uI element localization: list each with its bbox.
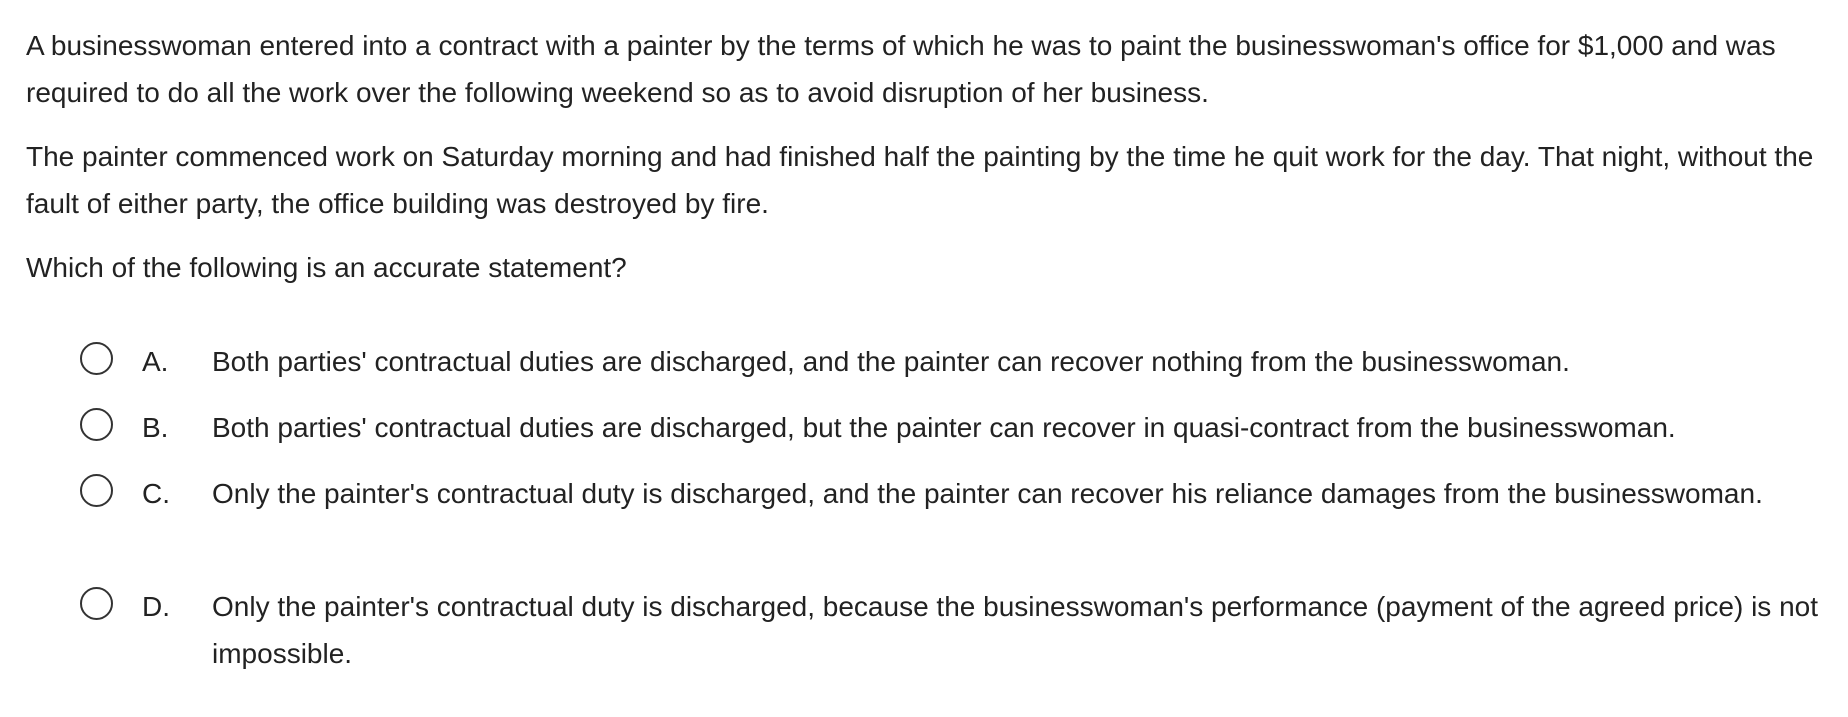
radio-button-a[interactable] — [80, 342, 113, 375]
question-paragraph: A businesswoman entered into a contract with a painter by the terms of which he was to paint the businesswoman's office for $1,000 and was required to do all the work over the following weekend so as to avoid disruption of her business. — [26, 30, 1776, 108]
question-prompt: Which of the following is an accurate statement? — [26, 252, 627, 283]
radio-button-b[interactable] — [80, 408, 113, 441]
option-letter: C. — [142, 478, 170, 509]
option-letter: B. — [142, 412, 169, 443]
option-text: Only the painter's contractual duty is discharged, and the painter can recover his reliance damages from the businesswoman. — [212, 478, 1763, 509]
option-letter: D. — [142, 591, 170, 622]
question-paragraph: The painter commenced work on Saturday morning and had finished half the painting by the time he quit work for the day. That night, without the fault of either party, the office building was destroyed by fire. — [26, 141, 1814, 219]
option-letter: A. — [142, 346, 169, 377]
option-text: Both parties' contractual duties are discharged, and the painter can recover nothing from the businesswoman. — [212, 346, 1570, 377]
option-text: Only the painter's contractual duty is discharged, because the businesswoman's performance (payment of the agreed price) is not impossible. — [212, 591, 1818, 669]
radio-button-c[interactable] — [80, 474, 113, 507]
question-stem — [26, 22, 1826, 291]
radio-button-d[interactable] — [80, 587, 113, 620]
option-text: Both parties' contractual duties are discharged, but the painter can recover in quasi-contract from the businesswoman. — [212, 412, 1676, 443]
